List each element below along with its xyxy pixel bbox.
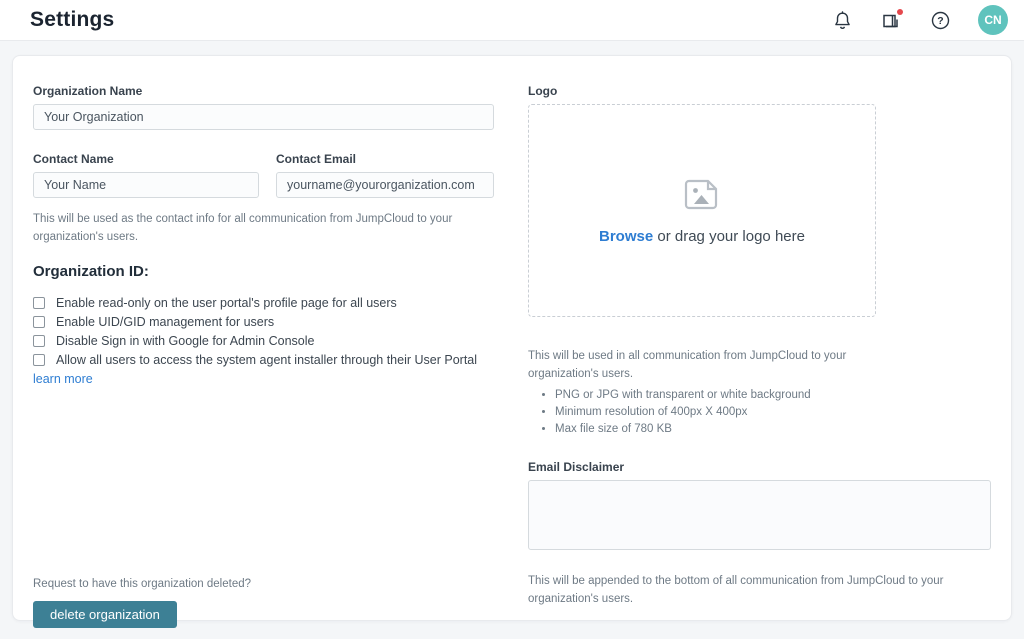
delete-organization-button[interactable]: delete organization: [33, 601, 177, 628]
checkbox-row-uid-gid: [33, 313, 494, 332]
topbar-actions: [831, 5, 1008, 35]
svg-text:?: ?: [936, 14, 944, 27]
logo-help-text: This will be used in all communication from JumpCloud to your organization's users.: [528, 350, 847, 381]
contact-name-input[interactable]: [33, 172, 259, 198]
checkbox-label: Enable UID/GID management for users: [56, 314, 275, 329]
checkbox-row-agent-installer: [33, 351, 494, 389]
image-placeholder-icon: [682, 177, 722, 212]
whats-new-book-icon[interactable]: [880, 9, 902, 31]
logo-requirement: • PNG or JPG with transparent or white background: [555, 389, 991, 401]
contact-email-label: Contact Email: [276, 152, 357, 166]
settings-card: [12, 55, 1012, 621]
logo-disclaimer-column: [528, 84, 991, 620]
checkbox-agent-installer[interactable]: [33, 354, 45, 366]
org-name-label: Organization Name: [33, 84, 143, 98]
checkbox-row-google-signin: [33, 332, 494, 351]
help-question-icon[interactable]: [929, 9, 951, 31]
contact-email-input[interactable]: [276, 172, 494, 198]
top-bar: [0, 0, 1024, 41]
checkbox-label: Enable read-only on the user portal's profile page for all users: [56, 295, 397, 310]
logo-requirement: • Minimum resolution of 400px X 400px: [555, 406, 991, 418]
notification-dot: [897, 9, 903, 15]
user-avatar[interactable]: CN: [978, 5, 1008, 35]
org-info-column: [33, 84, 494, 620]
learn-more-link[interactable]: learn more: [33, 371, 93, 386]
delete-org-prompt: Request to have this organization deleted?: [33, 577, 252, 590]
drop-text: or drag your logo here: [657, 227, 805, 245]
logo-requirements-list: [555, 389, 991, 435]
checkbox-label: Disable Sign in with Google for Admin Console: [56, 333, 315, 348]
logo-requirement: • Max file size of 780 KB: [555, 423, 991, 435]
contact-name-label: Contact Name: [33, 152, 114, 166]
checkbox-read-only[interactable]: [33, 297, 45, 309]
disclaimer-help-text: This will be appended to the bottom of all communication from JumpCloud to your organization's users.: [528, 574, 944, 606]
organization-id-heading: Organization ID:: [33, 262, 149, 280]
logo-dropzone[interactable]: [528, 104, 876, 317]
email-disclaimer-textarea[interactable]: [528, 480, 991, 550]
contact-help-text: This will be used as the contact info for all communication from JumpCloud to your organization's users.: [33, 213, 453, 244]
org-name-input[interactable]: [33, 104, 494, 130]
email-disclaimer-label: Email Disclaimer: [528, 459, 625, 474]
browse-link[interactable]: Browse: [599, 227, 654, 245]
checkbox-uid-gid[interactable]: [33, 316, 45, 328]
notifications-bell-icon[interactable]: [831, 9, 853, 31]
settings-checkbox-list: [33, 294, 494, 389]
logo-label: Logo: [528, 84, 558, 98]
page-title: Settings: [30, 8, 115, 31]
dropzone-caption: [599, 228, 805, 245]
checkbox-row-read-only: [33, 294, 494, 313]
checkbox-google-signin[interactable]: [33, 335, 45, 347]
checkbox-label: Allow all users to access the system agent installer through their User Portal: [56, 352, 478, 367]
